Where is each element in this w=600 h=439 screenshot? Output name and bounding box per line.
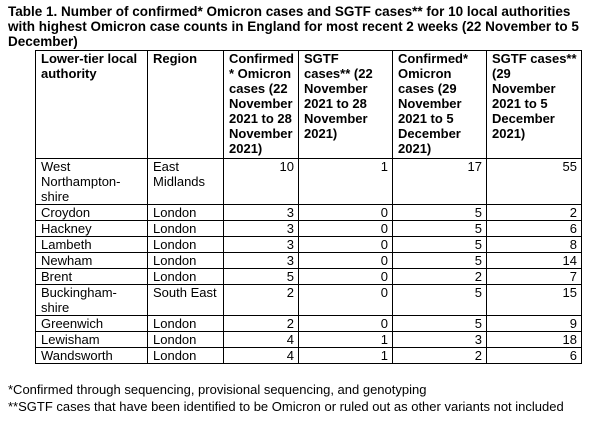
cell-local-authority: Brent (36, 269, 148, 285)
cell-region: London (148, 253, 224, 269)
cell-confirmed-week2: 5 (393, 316, 487, 332)
table-row (36, 269, 582, 285)
cell-confirmed-week1: 2 (224, 285, 299, 316)
table-row (36, 159, 582, 205)
cell-confirmed-week2: 5 (393, 285, 487, 316)
cell-sgtf-week2: 6 (487, 221, 582, 237)
table-row (36, 237, 582, 253)
cell-local-authority: Greenwich (36, 316, 148, 332)
cell-sgtf-week2: 15 (487, 285, 582, 316)
table-row (36, 285, 582, 316)
cell-confirmed-week2: 5 (393, 221, 487, 237)
cell-sgtf-week1: 0 (299, 237, 393, 253)
table-row (36, 205, 582, 221)
cell-region: London (148, 221, 224, 237)
cell-local-authority: Newham (36, 253, 148, 269)
cell-confirmed-week1: 3 (224, 205, 299, 221)
cell-sgtf-week1: 1 (299, 332, 393, 348)
cell-sgtf-week2: 18 (487, 332, 582, 348)
cell-sgtf-week1: 0 (299, 253, 393, 269)
cell-confirmed-week1: 5 (224, 269, 299, 285)
cell-local-authority: Buckingham-shire (36, 285, 148, 316)
cell-region: London (148, 269, 224, 285)
cell-sgtf-week2: 55 (487, 159, 582, 205)
footnote-sgtf: **SGTF cases that have been identified to be Omicron or ruled out as other variants not included (8, 399, 564, 414)
cell-confirmed-week2: 5 (393, 253, 487, 269)
cell-region: London (148, 316, 224, 332)
table-row (36, 253, 582, 269)
cell-confirmed-week2: 3 (393, 332, 487, 348)
table-row (36, 221, 582, 237)
table-row (36, 316, 582, 332)
cell-sgtf-week1: 0 (299, 269, 393, 285)
cell-sgtf-week1: 0 (299, 316, 393, 332)
cell-region: East Midlands (148, 159, 224, 205)
cell-sgtf-week1: 1 (299, 348, 393, 364)
cell-local-authority: Lewisham (36, 332, 148, 348)
table-row (36, 332, 582, 348)
header-confirmed-week2: Confirmed* Omicron cases (29 November 2021 to 5 December 2021) (393, 51, 487, 159)
table-title: Table 1. Number of confirmed* Omicron cases and SGTF cases** for 10 local authorities with highest Omicron case counts in England for most recent 2 weeks (22 November to 5 December) (8, 4, 579, 49)
cell-sgtf-week1: 0 (299, 285, 393, 316)
cell-confirmed-week2: 17 (393, 159, 487, 205)
cell-region: South East (148, 285, 224, 316)
cell-confirmed-week1: 4 (224, 348, 299, 364)
cell-local-authority: Hackney (36, 221, 148, 237)
header-region: Region (148, 51, 224, 159)
cell-sgtf-week1: 0 (299, 221, 393, 237)
cell-confirmed-week2: 2 (393, 348, 487, 364)
cell-confirmed-week1: 4 (224, 332, 299, 348)
table-header-row (36, 51, 582, 159)
cell-sgtf-week1: 1 (299, 159, 393, 205)
cell-confirmed-week1: 3 (224, 237, 299, 253)
cell-region: London (148, 205, 224, 221)
cell-region: London (148, 348, 224, 364)
cell-sgtf-week2: 2 (487, 205, 582, 221)
cell-sgtf-week2: 14 (487, 253, 582, 269)
cell-sgtf-week2: 7 (487, 269, 582, 285)
header-confirmed-week1: Confirmed * Omicron cases (22 November 2021 to 28 November 2021) (224, 51, 299, 159)
document (8, 4, 594, 364)
table-row (36, 348, 582, 364)
cell-confirmed-week1: 3 (224, 253, 299, 269)
cell-sgtf-week1: 0 (299, 205, 393, 221)
cell-confirmed-week1: 2 (224, 316, 299, 332)
cell-region: London (148, 237, 224, 253)
cell-confirmed-week1: 10 (224, 159, 299, 205)
cell-region: London (148, 332, 224, 348)
cell-sgtf-week2: 8 (487, 237, 582, 253)
omicron-cases-table (35, 50, 582, 364)
header-local-authority: Lower-tier local authority (36, 51, 148, 159)
footnotes (8, 381, 592, 415)
header-sgtf-week1: SGTF cases** (22 November 2021 to 28 November 2021) (299, 51, 393, 159)
cell-local-authority: Wandsworth (36, 348, 148, 364)
cell-sgtf-week2: 9 (487, 316, 582, 332)
header-sgtf-week2: SGTF cases** (29 November 2021 to 5 December 2021) (487, 51, 582, 159)
cell-local-authority: Croydon (36, 205, 148, 221)
cell-confirmed-week2: 2 (393, 269, 487, 285)
cell-sgtf-week2: 6 (487, 348, 582, 364)
cell-local-authority: Lambeth (36, 237, 148, 253)
cell-confirmed-week2: 5 (393, 237, 487, 253)
cell-confirmed-week2: 5 (393, 205, 487, 221)
table-body (36, 159, 582, 364)
cell-local-authority: West Northampton-shire (36, 159, 148, 205)
footnote-confirmed: *Confirmed through sequencing, provisional sequencing, and genotyping (8, 382, 427, 397)
cell-confirmed-week1: 3 (224, 221, 299, 237)
